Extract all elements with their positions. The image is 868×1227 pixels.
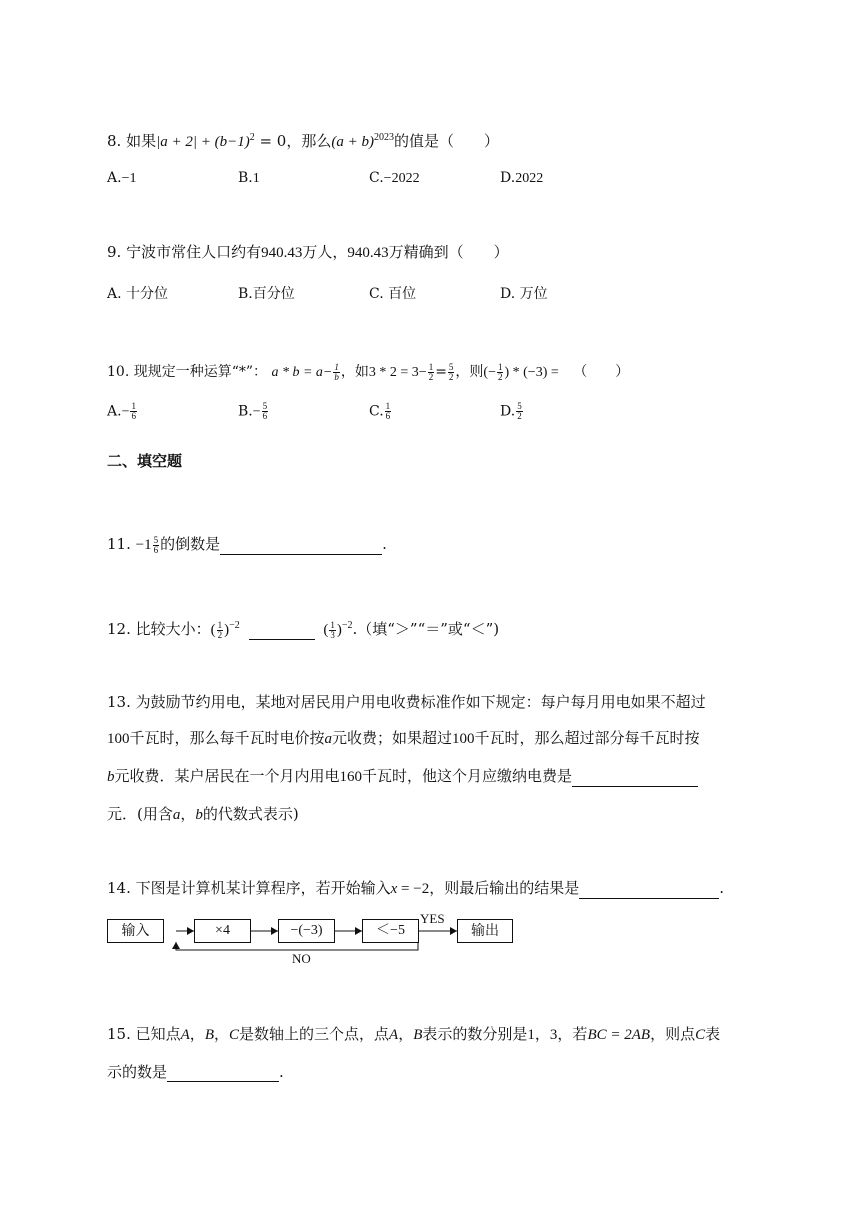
q8-prefix: 8. 如果: [107, 132, 157, 150]
question-15-line-2: 示的数是 .: [107, 1063, 284, 1081]
question-9: 9. 宁波市常住人口约有940.43万人，940.43万精确到（ ）: [107, 243, 509, 261]
flow-box-output: 输出: [457, 919, 513, 943]
q8-suffix: 的值是（ ）: [393, 132, 499, 150]
question-13-line-4: 元．(用含a，b的代数式表示): [107, 805, 299, 823]
flow-box-times4: ×4: [194, 919, 251, 943]
q8-option-b: B.1: [238, 170, 260, 186]
q9-option-d: D. 万位: [500, 286, 548, 302]
arrowhead-1: [187, 927, 194, 935]
answer-blank-15[interactable]: [167, 1065, 279, 1082]
q9-option-c: C. 百位: [369, 286, 417, 302]
q8-base: (a + b): [331, 134, 374, 150]
q9-option-a: A. 十分位: [107, 286, 169, 302]
question-14: 14. 下图是计算机某计算程序，若开始输入x = −2，则最后输出的结果是 .: [107, 879, 725, 897]
question-13-line-3: b元收费．某户居民在一个月内用电160千瓦时，他这个月应缴纳电费是: [107, 766, 698, 787]
q8-exp2023: 2023: [373, 132, 394, 143]
flow-box-input: 输入: [107, 919, 164, 943]
arrowhead-3: [355, 927, 362, 935]
question-13-line-1: 13. 为鼓励节约用电，某地对居民用户用电收费标准作如下规定：每户每月用电如果不超过: [107, 693, 706, 711]
q10-option-b: B.− $\frac{5}{6}$: [238, 401, 268, 421]
question-10: 10. 现规定一种运算“*”： a * b = a− $\frac{1}{b}$ ，如3 * 2 = 3− $\frac{1}{2}$ = $\frac{5}{2}$ ，则(− $\frac{1}{2}$ ) * (−3) = （ ）: [107, 361, 630, 382]
q8-option-c: C.−2022: [369, 170, 420, 186]
q8-expr: |a + 2| + (b−1): [156, 134, 250, 150]
q10-option-d: D. $\frac{5}{2}$: [500, 401, 522, 421]
q8-option-d: D.2022: [500, 170, 544, 186]
arrowhead-4: [450, 927, 457, 935]
flow-box-minus-neg3: −(−3): [278, 919, 335, 943]
flow-label-yes: YES: [420, 911, 445, 926]
arrowhead-2: [271, 927, 278, 935]
question-13-line-2: 100千瓦时，那么每千瓦时电价按a元收费；如果超过100千瓦时，那么超过部分每千瓦时按: [107, 729, 700, 747]
q9-option-b: B.百分位: [238, 286, 295, 302]
q8-option-a: A.−1: [107, 170, 137, 186]
arrowhead-loop: [172, 942, 180, 949]
flow-label-no: NO: [292, 951, 311, 966]
question-11: 11. −1 $\frac{5}{6}$ 的倒数是 .: [107, 534, 387, 555]
q10-option-c: C. $\frac{1}{6}$: [369, 401, 391, 421]
q8-eq: = 0，那么: [254, 132, 332, 150]
question-12: 12. 比较大小：( $\frac{1}{2}$ )$^{-2}$ ( $\frac{1}{3}$ )$^{-2}$.（填“＞”“＝”或“＜”): [107, 619, 500, 640]
q10-option-a: A.− $\frac{1}{6}$: [107, 401, 136, 421]
flow-box-less-than-neg5: ＜−5: [362, 919, 419, 943]
q8-exp: 2: [249, 132, 255, 143]
question-15-line-1: 15. 已知点A，B，C是数轴上的三个点，点A，B表示的数分别是1，3，若BC = 2AB，则点C表: [107, 1025, 721, 1043]
section-heading: 二、填空题: [107, 452, 183, 470]
